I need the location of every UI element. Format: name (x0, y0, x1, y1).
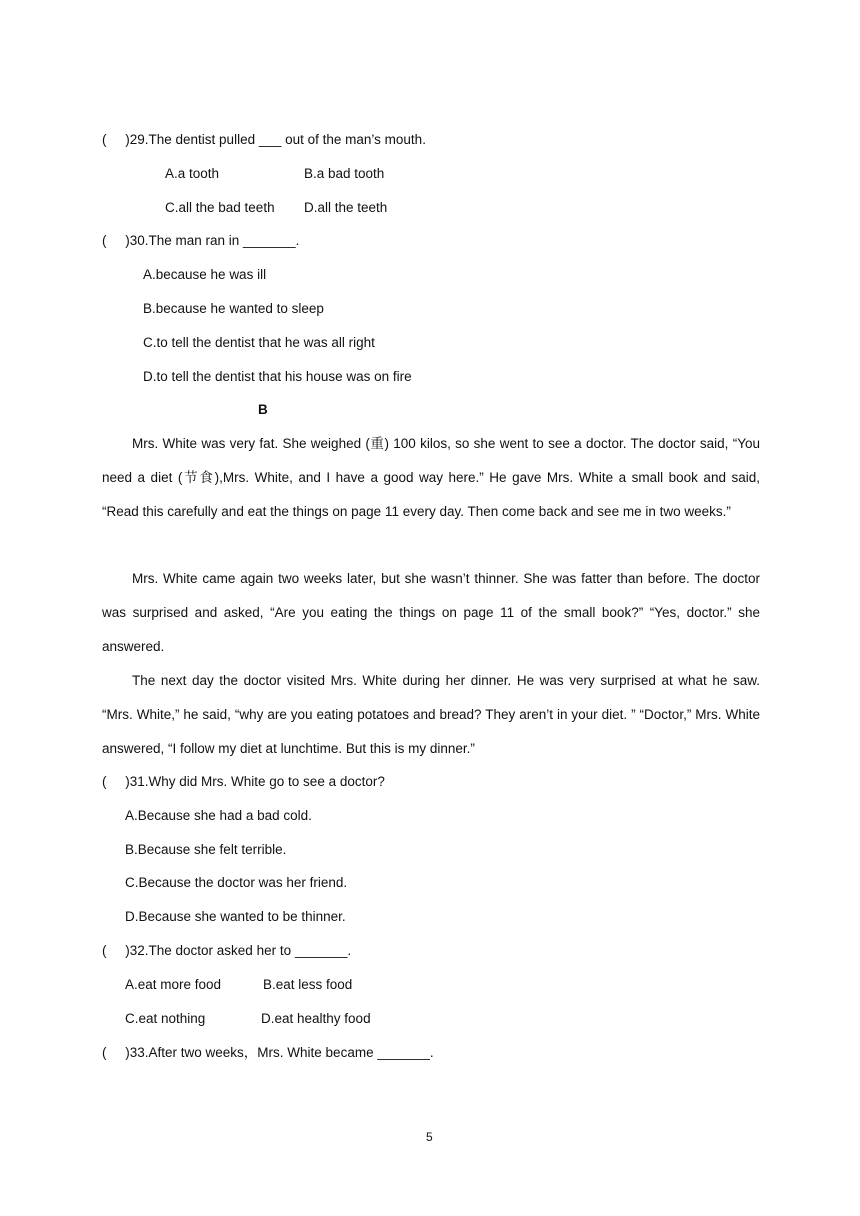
q29-option-a: A.a tooth (165, 166, 220, 181)
passage-paragraph-3: The next day the doctor visited Mrs. White during her dinner. He was very surprised at what he saw. “Mrs. White,” he said, “why are you eating potatoes and bread? They aren’t in your diet. ” “Doctor,” Mrs. White answered, “I follow my diet at lunchtime. But this is my dinner.” (102, 673, 760, 756)
q30-option-c: C.to tell the dentist that he was all right (143, 335, 375, 350)
q31-option-a: A.Because she had a bad cold. (125, 808, 312, 823)
question-33: ( )33.After two weeks，Mrs. White became _______. (102, 1045, 434, 1060)
q30-option-b: B.because he wanted to sleep (143, 301, 324, 316)
section-b-heading: B (258, 402, 268, 417)
q30-option-d: D.to tell the dentist that his house was on fire (143, 369, 412, 384)
question-32: ( )32.The doctor asked her to _______. (102, 943, 352, 958)
q30-option-a: A.because he was ill (143, 267, 267, 282)
q32-option-a: A.eat more food (125, 977, 222, 992)
q32-option-b: B.eat less food (263, 977, 353, 992)
q32-option-d: D.eat healthy food (261, 1011, 371, 1026)
q29-option-b: B.a bad tooth (304, 166, 385, 181)
question-29: ( )29.The dentist pulled ___ out of the man’s mouth. (102, 132, 426, 147)
q32-option-c: C.eat nothing (125, 1011, 206, 1026)
page-number: 5 (426, 1130, 433, 1144)
q31-option-c: C.Because the doctor was her friend. (125, 875, 348, 890)
question-30: ( )30.The man ran in _______. (102, 233, 300, 248)
passage-paragraph-1: Mrs. White was very fat. She weighed (重) 100 kilos, so she went to see a doctor. The doctor said, “You need a diet (节食),Mrs. White, and I have a good way here.” He gave Mrs. White a small book and said, “Read this carefully and eat the things on page 11 every day. Then come back and see me in two weeks.” (102, 436, 760, 519)
q31-option-d: D.Because she wanted to be thinner. (125, 909, 346, 924)
question-31: ( )31.Why did Mrs. White go to see a doctor? (102, 774, 385, 789)
q29-option-d: D.all the teeth (304, 200, 388, 215)
q29-option-c: C.all the bad teeth (165, 200, 275, 215)
passage-paragraph-2: Mrs. White came again two weeks later, but she wasn’t thinner. She was fatter than before. The doctor was surprised and asked, “Are you eating the things on page 11 of the small book?” “Yes, doctor.” she answered. (102, 571, 760, 654)
q31-option-b: B.Because she felt terrible. (125, 842, 287, 857)
